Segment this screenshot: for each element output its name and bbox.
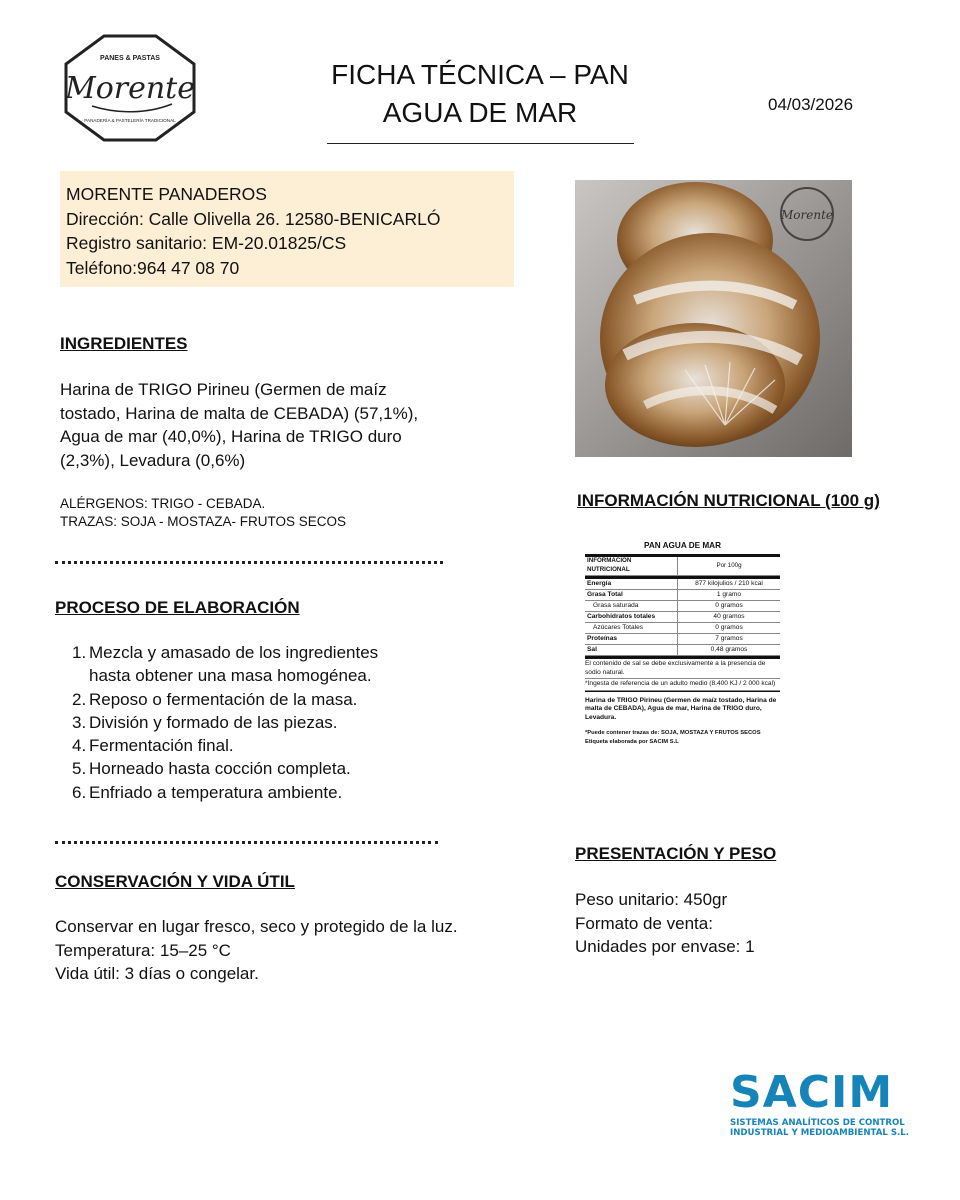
unit-weight: Peso unitario: 450gr	[575, 890, 728, 909]
traces-text: TRAZAS: SOJA - MOSTAZA- FRUTOS SECOS	[60, 514, 347, 529]
title-line-1: FICHA TÉCNICA – PAN	[331, 59, 629, 90]
title-line-2: AGUA DE MAR	[382, 97, 578, 128]
process-step	[72, 734, 452, 757]
nutrition-row	[585, 644, 780, 655]
step-text: Enfriado a temperatura ambiente.	[89, 782, 343, 802]
nutrition-table	[585, 557, 780, 577]
nutrition-col-value: Por 100g	[678, 557, 781, 576]
allergens-block	[60, 495, 346, 531]
nutrition-label-title: PAN AGUA DE MAR	[643, 541, 722, 550]
step-number: 3.	[72, 712, 87, 732]
company-name: MORENTE PANADEROS	[66, 184, 267, 204]
nutrition-label-credit: Etiqueta elaborada por SACIM S.L	[585, 739, 679, 746]
company-phone: Teléfono:964 47 08 70	[66, 257, 240, 278]
photo-logo-brand: Morente	[780, 208, 834, 222]
conservation-line: Vida útil: 3 días o congelar.	[55, 964, 259, 983]
nutrition-row	[585, 634, 780, 645]
presentation-text	[575, 888, 755, 959]
logo-brand: Morente	[64, 71, 196, 106]
step-text: División y formado de las piezas.	[89, 712, 338, 732]
step-text: Reposo o fermentación de la masa.	[89, 689, 358, 709]
nutrient-value: 0,48 gramos	[678, 644, 781, 655]
conservation-line: Temperatura: 15–25 °C	[55, 940, 231, 960]
company-registry: Registro sanitario: EM-20.01825/CS	[66, 233, 347, 253]
nutrition-row	[585, 623, 780, 634]
step-number: 2.	[72, 689, 87, 709]
logo-top-text: PANES & PASTAS	[100, 55, 160, 62]
document-date: 04/03/2026	[768, 95, 854, 114]
nutrient-value: 0 gramos	[678, 623, 781, 634]
sacim-logo	[730, 1067, 910, 1148]
ingredients-line: tostado, Harina de malta de CEBADA) (57,1%),	[60, 403, 419, 423]
nutrition-row	[585, 601, 780, 612]
conservation-line: Conservar en lugar fresco, seco y protegido de la luz.	[55, 917, 458, 936]
nutrient-name: Carbohidratos totales	[585, 612, 678, 623]
conservation-text	[55, 915, 515, 986]
nutrition-note-reference: *Ingesta de referencia de un adulto medio (8.400 KJ / 2 000 kcal)	[585, 679, 780, 691]
company-info-box	[60, 171, 514, 287]
process-heading: PROCESO DE ELABORACIÓN	[55, 598, 300, 617]
nutrient-name: Grasa saturada	[585, 601, 678, 612]
process-step	[72, 711, 452, 734]
morente-logo	[62, 30, 198, 146]
sacim-brand: SACIM	[730, 1067, 894, 1118]
step-text: hasta obtener una masa homogénea.	[89, 666, 372, 686]
nutrition-label-ingredients: Harina de TRIGO Pirineu (Germen de maíz tostado, Harina de malta de CEBADA), Agua de mar, Harina de TRIGO duro, Levadura.	[585, 696, 777, 721]
nutrient-name: Proteínas	[585, 634, 678, 645]
dotted-divider	[55, 841, 438, 844]
sacim-subtitle-line-1: SISTEMAS ANALÍTICOS DE CONTROL	[730, 1118, 905, 1128]
page-title	[300, 56, 660, 132]
step-text: Horneado hasta cocción completa.	[89, 759, 351, 779]
nutrition-label-traces: *Puede contener trazas de: SOJA, MOSTAZA Y FRUTOS SECOS	[585, 729, 761, 736]
step-number: 6.	[72, 782, 87, 802]
conservation-heading: CONSERVACIÓN Y VIDA ÚTIL	[55, 872, 295, 891]
company-address: Dirección: Calle Olivella 26. 12580-BENICARLÓ	[66, 208, 441, 229]
step-number: 1.	[72, 643, 87, 662]
nutrient-name: Energía	[585, 579, 678, 589]
logo-bottom-text: PANADERÍA & PASTELERÍA TRADICIONAL	[84, 118, 176, 123]
nutrition-row	[585, 590, 780, 601]
nutrient-name: Grasa Total	[585, 590, 678, 601]
nutrient-value: 0 gramos	[678, 601, 781, 612]
ingredients-line: Agua de mar (40,0%), Harina de TRIGO duro	[60, 427, 402, 446]
nutrition-row	[585, 612, 780, 623]
bread-photo	[575, 180, 852, 457]
process-steps-list	[72, 641, 452, 804]
nutrition-note-salt: El contenido de sal se debe exclusivamente a la presencia de sodio natural.	[585, 659, 780, 679]
process-step	[72, 688, 452, 711]
step-text: Mezcla y amasado de los ingredientes	[89, 643, 379, 662]
nutrition-label	[585, 542, 780, 747]
nutrient-value: 40 gramos	[678, 612, 781, 623]
nutrition-heading: INFORMACIÓN NUTRICIONAL (100 g)	[577, 491, 880, 510]
nutrient-value: 7 gramos	[678, 634, 781, 645]
ingredients-text	[60, 378, 460, 472]
step-number: 4.	[72, 736, 87, 756]
process-step	[72, 781, 452, 804]
step-number: 5.	[72, 759, 87, 779]
nutrient-name: Sal	[585, 644, 678, 655]
presentation-heading: PRESENTACIÓN Y PESO	[575, 844, 777, 863]
ingredients-line: (2,3%), Levadura (0,6%)	[60, 450, 246, 470]
nutrient-value: 877 kilojulios / 210 kcal	[678, 579, 781, 589]
ingredients-heading: INGREDIENTES	[60, 334, 188, 353]
sale-format: Formato de venta:	[575, 913, 713, 933]
nutrition-row	[585, 579, 780, 589]
allergens-text: ALÉRGENOS: TRIGO - CEBADA.	[60, 496, 266, 511]
nutrient-value: 1 gramo	[678, 590, 781, 601]
dotted-divider	[55, 561, 443, 564]
sacim-subtitle-line-2: INDUSTRIAL Y MEDIOAMBIENTAL S.L.	[730, 1128, 910, 1138]
nutrition-table-header	[585, 557, 780, 576]
nutrient-name: Azúcares Totales	[585, 623, 678, 634]
process-step	[72, 757, 452, 780]
nutrition-rows	[585, 579, 780, 656]
units-per-pack: Unidades por envase: 1	[575, 937, 755, 956]
process-step	[72, 641, 452, 688]
title-underline	[327, 143, 634, 144]
nutrition-col-header: INFORMACIÓN NUTRICIONAL	[585, 557, 678, 576]
ingredients-line: Harina de TRIGO Pirineu (Germen de maíz	[60, 380, 387, 399]
step-text: Fermentación final.	[89, 736, 234, 756]
